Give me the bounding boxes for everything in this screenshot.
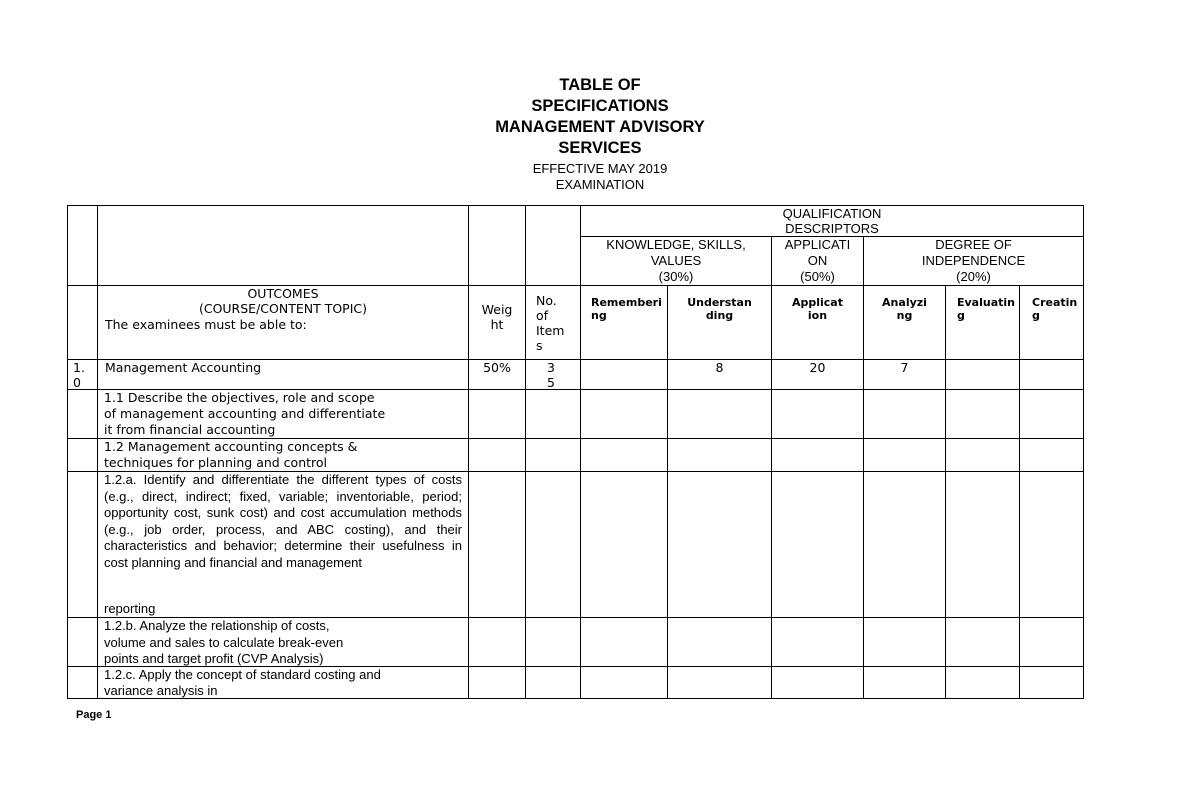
evaluating-header: Evaluatin g [957, 296, 1015, 322]
creating-header: Creatin g [1032, 296, 1078, 322]
col-border-remembering [667, 285, 668, 699]
row-1-2-a-tail: reporting [104, 601, 156, 616]
understanding-header: Understan ding [687, 296, 752, 322]
col-border-right [1083, 205, 1084, 699]
row-1-2-b-text: 1.2.b. Analyze the relationship of costs, volume and sales to calculate break-even points and target profit (CVP Analysis) [104, 618, 344, 666]
analyzing-header: Analyzi ng [882, 296, 927, 322]
row-main-weight: 50% [483, 360, 511, 375]
row-1-2-c-text: 1.2.c. Apply the concept of standard costing and variance analysis in [104, 667, 381, 698]
col-border-outcomes [468, 205, 469, 699]
ksv-group-header: KNOWLEDGE, SKILLS, VALUES (30%) [606, 237, 746, 284]
remembering-header: Rememberi ng [591, 296, 662, 322]
qualification-descriptors-header: QUALIFICATION DESCRIPTORS [782, 206, 882, 236]
title-block [0, 75, 1200, 193]
doc-title-line-4: SERVICES [558, 139, 642, 157]
doc-title-line-2: SPECIFICATIONS [531, 97, 669, 115]
independence-group-header: DEGREE OF INDEPENDENCE (20%) [921, 237, 1026, 284]
row-1-2-text: 1.2 Management accounting concepts & techniques for planning and control [104, 439, 358, 470]
row-main-items: 3 5 [547, 360, 555, 390]
row-main-understanding: 8 [715, 360, 724, 375]
col-border-evaluating [1019, 285, 1020, 699]
row-main-application: 20 [809, 360, 826, 375]
row-main-topic: Management Accounting [105, 360, 262, 375]
col-border-left [67, 205, 68, 699]
doc-subtitle-line-1: EFFECTIVE MAY 2019 [532, 161, 668, 176]
doc-title-line-3: MANAGEMENT ADVISORY [495, 118, 705, 136]
doc-title-line-1: TABLE OF [559, 76, 641, 94]
row-main-number: 1. 0 [73, 360, 85, 390]
page-number: Page 1 [76, 709, 112, 721]
doc-subtitle-line-2: EXAMINATION [555, 177, 645, 192]
specifications-table [67, 205, 1084, 699]
outcomes-header: OUTCOMES (COURSE/CONTENT TOPIC) [198, 286, 368, 316]
col-border-analyzing [945, 285, 946, 699]
row-1-2-a-text: 1.2.a. Identify and differentiate the different types of costs (e.g., direct, indirect; fixed, variable; inventoriable, period; opportunity cost, sunk cost) and cost accumulation methods (e.g., job order, process, and ABC costing), and their characteristics and behavior; determine their usefulness in cost planning and financial and management [104, 472, 462, 570]
application-group-header: APPLICATI ON (50%) [784, 237, 851, 284]
col-border-number [97, 205, 98, 699]
col-border-weight [525, 205, 526, 699]
examinees-header: The examinees must be able to: [105, 317, 307, 332]
row-main-analyzing: 7 [900, 360, 909, 375]
row-1-1-text: 1.1 Describe the objectives, role and scope of management accounting and differentiate it from financial accounting [104, 390, 386, 437]
items-header: No. of Item s [536, 293, 565, 353]
weight-header: Weig ht [481, 302, 513, 332]
application-header: Applicat ion [791, 296, 843, 322]
